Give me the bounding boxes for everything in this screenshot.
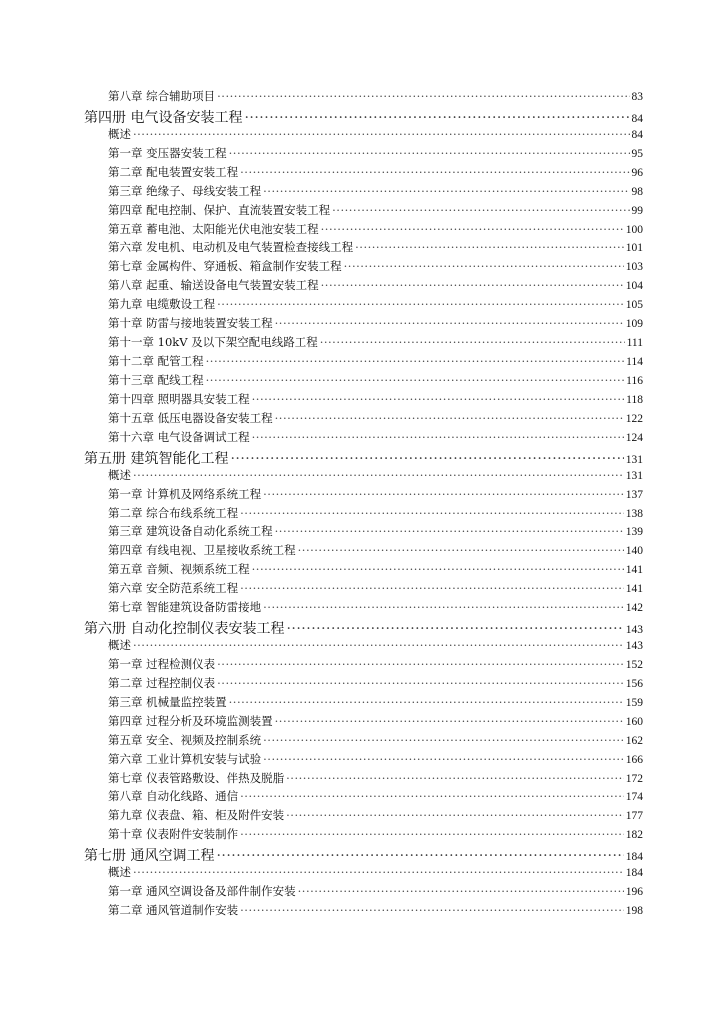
toc-chapter-entry[interactable] bbox=[108, 542, 643, 558]
dot-leader bbox=[263, 733, 624, 747]
toc-entry-page-number: 116 bbox=[626, 374, 643, 387]
toc-entry-page-number: 174 bbox=[625, 791, 643, 804]
toc-entry-page-number: 84 bbox=[631, 112, 643, 125]
toc-entry-title: 第三章 绝缘子、母线安装工程 bbox=[108, 183, 262, 198]
toc-entry-page-number: 122 bbox=[625, 412, 643, 425]
toc-entry-page-number: 99 bbox=[631, 204, 643, 217]
toc-entry-title: 第十章 仪表附件安装制作 bbox=[108, 827, 239, 842]
dot-leader bbox=[244, 110, 629, 126]
toc-entry-page-number: 182 bbox=[625, 829, 643, 842]
toc-volume-entry[interactable] bbox=[84, 845, 643, 865]
toc-entry-title: 第十三章 配线工程 bbox=[108, 372, 204, 387]
toc-entry-title: 第九章 仪表盘、箱、柜及附件安装 bbox=[108, 808, 285, 823]
dot-leader bbox=[263, 600, 624, 614]
toc-chapter-entry[interactable] bbox=[108, 902, 643, 918]
dot-leader bbox=[286, 808, 624, 822]
toc-entry-page-number: 114 bbox=[626, 356, 643, 368]
toc-entry-page-number: 142 bbox=[625, 602, 643, 615]
dot-leader bbox=[320, 335, 625, 349]
toc-entry-title: 第十章 防雷与接地装置安装工程 bbox=[108, 316, 273, 331]
toc-chapter-entry[interactable] bbox=[108, 505, 643, 521]
dot-leader bbox=[217, 297, 624, 311]
toc-entry-title: 第八章 起重、输送设备电气装置安装工程 bbox=[108, 278, 319, 293]
toc-chapter-entry[interactable] bbox=[108, 807, 643, 823]
toc-entry-page-number: 172 bbox=[625, 772, 643, 785]
toc-chapter-entry[interactable] bbox=[108, 164, 643, 180]
toc-entry-title: 概述 bbox=[108, 126, 131, 141]
dot-leader bbox=[332, 203, 629, 217]
toc-entry-title: 第五章 音频、视频系统工程 bbox=[108, 562, 250, 577]
toc-volume-entry[interactable] bbox=[84, 107, 643, 127]
dot-leader bbox=[263, 184, 629, 198]
dot-leader bbox=[275, 714, 624, 728]
toc-chapter-entry[interactable] bbox=[108, 751, 643, 767]
toc-chapter-entry[interactable] bbox=[108, 637, 643, 653]
toc-entry-title: 第六册 自动化控制仪表安装工程 bbox=[84, 621, 285, 637]
toc-entry-title: 第二章 通风管道制作安装 bbox=[108, 903, 239, 917]
toc-entry-page-number: 143 bbox=[625, 624, 643, 636]
toc-chapter-entry[interactable] bbox=[108, 770, 643, 786]
dot-leader bbox=[206, 354, 625, 368]
toc-entry-page-number: 96 bbox=[631, 166, 643, 179]
toc-entry-page-number: 139 bbox=[625, 526, 643, 539]
toc-entry-page-number: 100 bbox=[625, 223, 643, 236]
toc-chapter-entry[interactable] bbox=[108, 883, 643, 899]
toc-entry-title: 第九章 电缆敷设工程 bbox=[108, 297, 216, 312]
toc-entry-title: 第六章 安全防范系统工程 bbox=[108, 581, 239, 596]
dot-leader bbox=[298, 543, 624, 557]
toc-chapter-entry[interactable] bbox=[108, 126, 643, 142]
dot-leader bbox=[240, 506, 624, 520]
toc-entry-title: 第四册 电气设备安装工程 bbox=[84, 109, 243, 126]
toc-entry-title: 第五册 建筑智能化工程 bbox=[84, 450, 229, 467]
toc-chapter-entry[interactable] bbox=[108, 694, 643, 710]
toc-entry-title: 第二章 综合布线系统工程 bbox=[108, 505, 239, 520]
toc-entry-page-number: 138 bbox=[625, 507, 643, 520]
dot-leader bbox=[133, 638, 624, 652]
toc-entry-title: 概述 bbox=[108, 467, 131, 482]
dot-leader bbox=[344, 259, 624, 273]
dot-leader bbox=[133, 468, 624, 482]
dot-leader bbox=[206, 373, 625, 387]
dot-leader bbox=[217, 89, 629, 103]
toc-chapter-entry[interactable] bbox=[108, 277, 643, 293]
toc-entry-page-number: 103 bbox=[625, 261, 643, 274]
toc-chapter-entry[interactable] bbox=[108, 713, 643, 729]
dot-leader bbox=[217, 676, 624, 690]
toc-chapter-entry[interactable] bbox=[108, 183, 643, 199]
toc-entry-page-number: 118 bbox=[626, 393, 643, 406]
toc-entry-page-number: 101 bbox=[625, 242, 643, 255]
toc-entry-title: 第四章 过程分析及环境监测装置 bbox=[108, 713, 273, 728]
toc-chapter-entry[interactable] bbox=[108, 486, 643, 502]
toc-entry-title: 第十四章 照明器具安装工程 bbox=[108, 391, 250, 406]
toc-chapter-entry[interactable] bbox=[108, 315, 643, 331]
toc-chapter-entry[interactable] bbox=[108, 656, 643, 672]
toc-chapter-entry[interactable] bbox=[108, 296, 643, 312]
toc-entry-page-number: 177 bbox=[625, 810, 643, 823]
dot-leader bbox=[355, 240, 624, 254]
toc-entry-title: 第一章 计算机及网络系统工程 bbox=[108, 486, 262, 501]
toc-chapter-entry[interactable] bbox=[108, 88, 643, 104]
toc-entry-title: 第十五章 低压电器设备安装工程 bbox=[108, 410, 273, 425]
toc-entry-page-number: 184 bbox=[625, 851, 643, 864]
toc-entry-title: 第十二章 配管工程 bbox=[108, 354, 204, 368]
dot-leader bbox=[230, 451, 623, 467]
toc-chapter-entry[interactable] bbox=[108, 599, 643, 615]
toc-entry-page-number: 140 bbox=[625, 545, 643, 558]
toc-chapter-entry[interactable] bbox=[108, 561, 643, 577]
dot-leader bbox=[229, 146, 630, 160]
toc-entry-title: 第一章 通风空调设备及部件制作安装 bbox=[108, 884, 296, 899]
toc-entry-title: 第十一章 10kV 及以下架空配电线路工程 bbox=[108, 335, 318, 350]
dot-leader bbox=[275, 524, 624, 538]
toc-chapter-entry[interactable] bbox=[108, 732, 643, 748]
dot-leader bbox=[240, 165, 629, 179]
toc-chapter-entry[interactable] bbox=[108, 334, 643, 350]
toc-entry-title: 第六章 发电机、电动机及电气装置检查接线工程 bbox=[108, 240, 354, 255]
toc-entry-page-number: 98 bbox=[631, 185, 643, 198]
toc-entry-page-number: 95 bbox=[631, 147, 643, 160]
toc-entry-page-number: 137 bbox=[625, 488, 643, 501]
toc-entry-page-number: 131 bbox=[625, 453, 643, 466]
toc-entry-page-number: 104 bbox=[625, 280, 643, 293]
dot-leader bbox=[275, 316, 624, 330]
toc-entry-title: 第三章 机械量监控装置 bbox=[108, 694, 227, 709]
toc-entry-title: 第七册 通风空调工程 bbox=[84, 848, 215, 865]
toc-entry-page-number: 166 bbox=[625, 753, 643, 766]
toc-entry-page-number: 84 bbox=[631, 128, 643, 141]
toc-chapter-entry[interactable] bbox=[108, 202, 643, 218]
dot-leader bbox=[252, 562, 624, 576]
toc-entry-page-number: 141 bbox=[625, 583, 643, 596]
toc-entry-title: 第五章 安全、视频及控制系统 bbox=[108, 732, 262, 747]
dot-leader bbox=[298, 884, 624, 898]
toc-entry-title: 第十六章 电气设备调试工程 bbox=[108, 429, 250, 444]
toc-chapter-entry[interactable] bbox=[108, 788, 643, 804]
toc-entry-page-number: 111 bbox=[626, 337, 643, 350]
dot-leader bbox=[229, 695, 624, 709]
toc-entry-title: 第三章 建筑设备自动化系统工程 bbox=[108, 524, 273, 539]
toc-chapter-entry[interactable] bbox=[108, 239, 643, 255]
toc-entry-title: 第五章 蓄电池、太阳能光伏电池安装工程 bbox=[108, 221, 319, 236]
dot-leader bbox=[133, 865, 624, 879]
toc-entry-page-number: 156 bbox=[625, 677, 643, 690]
toc-entry-page-number: 143 bbox=[625, 640, 643, 652]
toc-chapter-entry[interactable] bbox=[108, 372, 643, 388]
toc-entry-title: 第四章 配电控制、保护、直流装置安装工程 bbox=[108, 202, 331, 217]
dot-leader bbox=[240, 789, 624, 803]
toc-entry-page-number: 131 bbox=[625, 469, 643, 482]
toc-chapter-entry[interactable] bbox=[108, 675, 643, 691]
toc-chapter-entry[interactable] bbox=[108, 221, 643, 237]
toc-entry-title: 第二章 过程控制仪表 bbox=[108, 675, 216, 690]
dot-leader bbox=[321, 278, 624, 292]
toc-entry-page-number: 83 bbox=[631, 91, 643, 103]
toc-entry-page-number: 198 bbox=[625, 905, 643, 917]
toc-volume-entry[interactable] bbox=[84, 618, 643, 638]
dot-leader bbox=[240, 903, 624, 917]
dot-leader bbox=[216, 848, 623, 864]
toc-chapter-entry[interactable] bbox=[108, 826, 643, 842]
dot-leader bbox=[263, 752, 624, 766]
toc-entry-page-number: 124 bbox=[625, 431, 643, 444]
toc-chapter-entry[interactable] bbox=[108, 353, 643, 369]
dot-leader bbox=[263, 487, 624, 501]
toc-chapter-entry[interactable] bbox=[108, 410, 643, 426]
dot-leader bbox=[286, 771, 624, 785]
toc-entry-page-number: 105 bbox=[625, 299, 643, 312]
toc-entry-page-number: 152 bbox=[625, 658, 643, 671]
toc-entry-title: 第一章 过程检测仪表 bbox=[108, 656, 216, 671]
dot-leader bbox=[252, 430, 624, 444]
dot-leader bbox=[252, 392, 625, 406]
toc-chapter-entry[interactable] bbox=[108, 467, 643, 483]
toc-chapter-entry[interactable] bbox=[108, 145, 643, 161]
dot-leader bbox=[217, 657, 624, 671]
toc-entry-title: 第七章 金属构件、穿通板、箱盒制作安装工程 bbox=[108, 259, 342, 274]
toc-chapter-entry[interactable] bbox=[108, 391, 643, 407]
toc-entry-title: 第一章 变压器安装工程 bbox=[108, 145, 227, 160]
toc-entry-page-number: 162 bbox=[625, 734, 643, 747]
dot-leader bbox=[286, 621, 623, 637]
toc-chapter-entry[interactable] bbox=[108, 523, 643, 539]
toc-entry-page-number: 160 bbox=[625, 715, 643, 728]
toc-entry-title: 第七章 智能建筑设备防雷接地 bbox=[108, 600, 262, 615]
toc-volume-entry[interactable] bbox=[84, 448, 643, 468]
dot-leader bbox=[240, 581, 624, 595]
dot-leader bbox=[321, 222, 624, 236]
toc-entry-title: 第八章 综合辅助项目 bbox=[108, 89, 216, 103]
toc-entry-title: 第七章 仪表管路敷设、伴热及脱脂 bbox=[108, 770, 285, 785]
toc-chapter-entry[interactable] bbox=[108, 258, 643, 274]
toc-entry-title: 第六章 工业计算机安装与试验 bbox=[108, 751, 262, 766]
toc-entry-page-number: 184 bbox=[625, 867, 643, 880]
toc-entry-page-number: 159 bbox=[625, 696, 643, 709]
dot-leader bbox=[275, 411, 624, 425]
dot-leader bbox=[240, 827, 624, 841]
toc-entry-page-number: 141 bbox=[625, 564, 643, 577]
toc-chapter-entry[interactable] bbox=[108, 429, 643, 445]
toc-entry-title: 第四章 有线电视、卫星接收系统工程 bbox=[108, 543, 296, 558]
toc-chapter-entry[interactable] bbox=[108, 580, 643, 596]
toc-entry-page-number: 109 bbox=[625, 318, 643, 331]
toc-entry-page-number: 196 bbox=[625, 886, 643, 899]
toc-entry-title: 第八章 自动化线路、通信 bbox=[108, 789, 239, 804]
toc-chapter-entry[interactable] bbox=[108, 864, 643, 880]
toc-entry-title: 概述 bbox=[108, 638, 131, 652]
toc-entry-title: 概述 bbox=[108, 865, 131, 880]
dot-leader bbox=[133, 127, 630, 141]
toc-entry-title: 第二章 配电装置安装工程 bbox=[108, 164, 239, 179]
